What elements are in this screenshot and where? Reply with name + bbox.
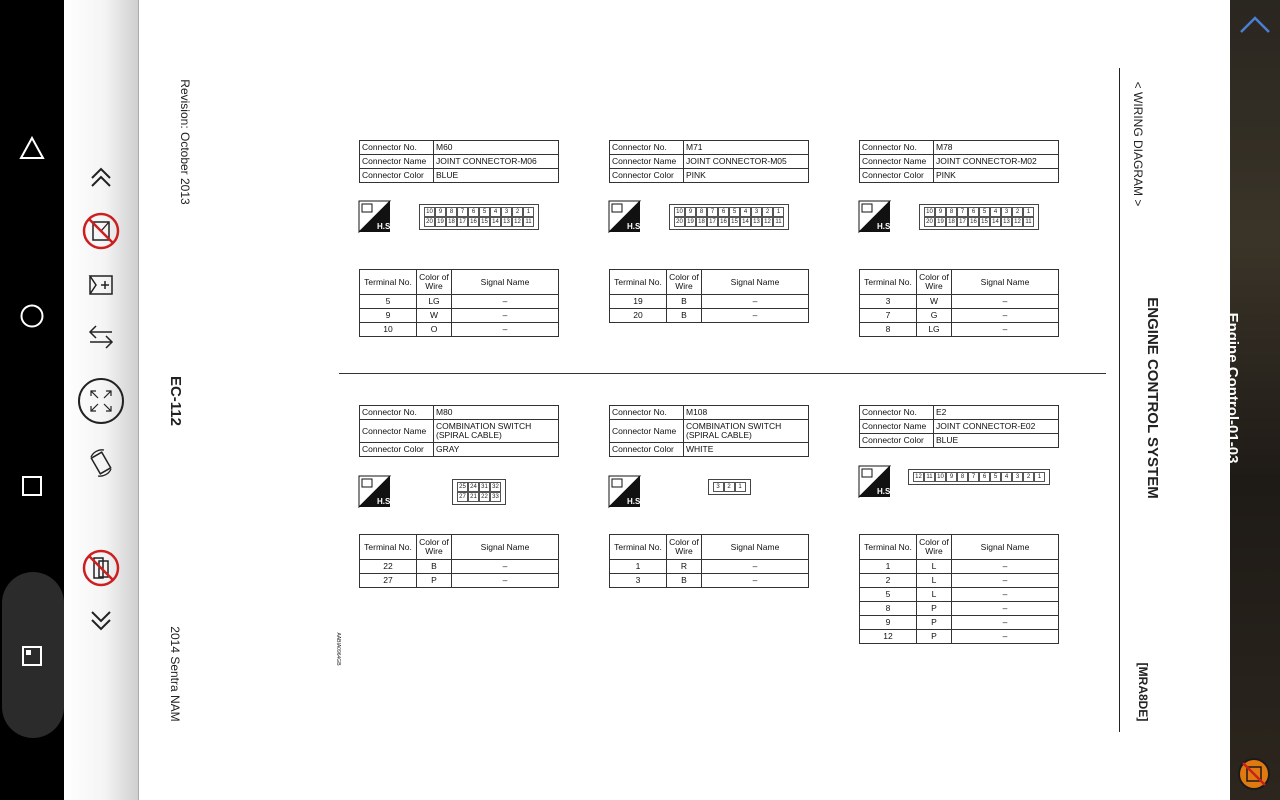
- table-cell: 20: [610, 309, 667, 323]
- terminal-table: [859, 269, 1059, 337]
- table-cell: –: [452, 309, 559, 323]
- pin-label: 6: [718, 207, 729, 217]
- connector-info-table: [609, 405, 809, 457]
- svg-text:H.S.: H.S.: [877, 487, 893, 496]
- table-row: [360, 323, 559, 337]
- pin-label: 4: [1001, 472, 1012, 482]
- pin-label: 17: [457, 217, 468, 227]
- table-cell: –: [952, 630, 1059, 644]
- pin-label: 15: [979, 217, 990, 227]
- table-row: [610, 574, 809, 588]
- table-cell: –: [952, 616, 1059, 630]
- pin-label: 3: [501, 207, 512, 217]
- table-cell: O: [417, 323, 452, 337]
- pin-label: 1: [1034, 472, 1045, 482]
- table-cell: 1: [860, 560, 917, 574]
- info-value: JOINT CONNECTOR-M05: [684, 155, 809, 169]
- pin-label: 18: [446, 217, 457, 227]
- pin-label: 3: [1001, 207, 1012, 217]
- info-value: M80: [434, 406, 559, 420]
- table-cell: R: [667, 560, 702, 574]
- table-cell: –: [702, 574, 809, 588]
- info-value: M108: [684, 406, 809, 420]
- info-value: WHITE: [684, 443, 809, 457]
- terminal-header: Signal Name: [702, 535, 809, 560]
- info-key: Connector Name: [360, 420, 434, 443]
- swap-icon[interactable]: [74, 322, 128, 352]
- pin-label: 14: [990, 217, 1001, 227]
- terminal-header: Color of Wire: [667, 270, 702, 295]
- harness-side-icon: [859, 466, 893, 497]
- pin-label: 9: [685, 207, 696, 217]
- fit-screen-icon[interactable]: [74, 376, 128, 426]
- info-key: Connector Color: [610, 443, 684, 457]
- info-key: Connector No.: [860, 141, 934, 155]
- revision-label: Revision: October 2013: [178, 79, 192, 205]
- terminal-header: Terminal No.: [360, 535, 417, 560]
- table-cell: P: [917, 602, 952, 616]
- pin-label: 4: [490, 207, 501, 217]
- pin-label: 17: [957, 217, 968, 227]
- pin-label: 9: [435, 207, 446, 217]
- pin-label: 4: [990, 207, 1001, 217]
- pin-label: 16: [968, 217, 979, 227]
- table-row: [360, 574, 559, 588]
- pin-label: 14: [490, 217, 501, 227]
- info-key: Connector Color: [860, 169, 934, 183]
- info-key: Connector Name: [860, 155, 934, 169]
- table-cell: L: [917, 588, 952, 602]
- terminal-header: Color of Wire: [417, 535, 452, 560]
- table-cell: 9: [360, 309, 417, 323]
- terminal-header: Signal Name: [702, 270, 809, 295]
- terminal-table: [359, 534, 559, 588]
- info-value: PINK: [934, 169, 1059, 183]
- svg-text:H.S.: H.S.: [377, 497, 393, 506]
- pin-label: 21: [468, 492, 479, 502]
- terminal-header: Signal Name: [452, 270, 559, 295]
- pin-label: 13: [1001, 217, 1012, 227]
- table-row: [860, 602, 1059, 616]
- table-row: [860, 295, 1059, 309]
- table-row: [860, 630, 1059, 644]
- document-page: [139, 0, 1230, 800]
- system-nav-bar: [0, 0, 64, 800]
- info-value: COMBINATION SWITCH (SPIRAL CABLE): [434, 420, 559, 443]
- pin-label: 13: [751, 217, 762, 227]
- terminal-header: Signal Name: [452, 535, 559, 560]
- table-cell: –: [952, 588, 1059, 602]
- rotate-icon[interactable]: [74, 446, 128, 480]
- table-cell: W: [917, 295, 952, 309]
- pin-label: 2: [512, 207, 523, 217]
- pin-label: 13: [501, 217, 512, 227]
- section-divider: [339, 373, 1106, 374]
- harness-side-icon: [859, 201, 893, 232]
- info-key: Connector Color: [860, 434, 934, 448]
- info-key: Connector No.: [860, 406, 934, 420]
- pin-label: 5: [990, 472, 1001, 482]
- table-cell: 5: [860, 588, 917, 602]
- info-value: E2: [934, 406, 1059, 420]
- connector-face: [908, 469, 1050, 485]
- pin-label: 8: [696, 207, 707, 217]
- pin-label: 11: [523, 217, 534, 227]
- pin-label: 2: [1023, 472, 1034, 482]
- info-value: JOINT CONNECTOR-M06: [434, 155, 559, 169]
- pin-label: 22: [479, 492, 490, 502]
- model-label: 2014 Sentra NAM: [168, 626, 182, 722]
- table-cell: L: [917, 574, 952, 588]
- pin-label: 20: [924, 217, 935, 227]
- table-cell: 27: [360, 574, 417, 588]
- terminal-header: Terminal No.: [610, 535, 667, 560]
- table-row: [860, 616, 1059, 630]
- table-cell: LG: [917, 323, 952, 337]
- pin-label: 25: [457, 482, 468, 492]
- table-cell: 2: [860, 574, 917, 588]
- table-row: [610, 560, 809, 574]
- table-cell: –: [952, 295, 1059, 309]
- pin-label: 33: [490, 492, 501, 502]
- pin-label: 6: [979, 472, 990, 482]
- connector-face: [708, 479, 751, 495]
- pin-label: 11: [773, 217, 784, 227]
- pin-label: 3: [751, 207, 762, 217]
- info-value: BLUE: [934, 434, 1059, 448]
- terminal-header: Color of Wire: [917, 535, 952, 560]
- pin-label: 6: [468, 207, 479, 217]
- svg-text:H.S.: H.S.: [377, 222, 393, 231]
- table-cell: 7: [860, 309, 917, 323]
- table-cell: P: [417, 574, 452, 588]
- terminal-table: [359, 269, 559, 337]
- back-icon[interactable]: [0, 128, 64, 168]
- pin-label: 1: [1023, 207, 1034, 217]
- figure-code: AABIA0964GB: [335, 632, 341, 666]
- window-icon[interactable]: [0, 636, 64, 676]
- info-key: Connector Color: [360, 443, 434, 457]
- pin-label: 12: [762, 217, 773, 227]
- terminal-header: Signal Name: [952, 270, 1059, 295]
- table-cell: 8: [860, 323, 917, 337]
- pin-label: 27: [457, 492, 468, 502]
- info-value: GRAY: [434, 443, 559, 457]
- pin-label: 7: [707, 207, 718, 217]
- table-cell: B: [667, 309, 702, 323]
- connector-face: [452, 479, 506, 505]
- pin-label: 5: [479, 207, 490, 217]
- pin-label: 14: [740, 217, 751, 227]
- pin-label: 4: [740, 207, 751, 217]
- pin-label: 10: [924, 207, 935, 217]
- table-cell: –: [702, 295, 809, 309]
- table-row: [360, 309, 559, 323]
- recents-icon[interactable]: [0, 466, 64, 506]
- table-cell: –: [952, 574, 1059, 588]
- table-cell: –: [702, 560, 809, 574]
- terminal-header: Color of Wire: [417, 270, 452, 295]
- table-cell: –: [952, 602, 1059, 616]
- table-cell: 10: [360, 323, 417, 337]
- connector-info-table: [609, 140, 809, 183]
- harness-side-icon: [609, 476, 643, 507]
- viewer-toolbar: [64, 0, 139, 800]
- table-row: [360, 560, 559, 574]
- home-icon[interactable]: [0, 296, 64, 336]
- info-value: JOINT CONNECTOR-E02: [934, 420, 1059, 434]
- page-number: EC-112: [167, 375, 184, 427]
- wiring-diagram-link[interactable]: < WIRING DIAGRAM >: [1131, 81, 1145, 207]
- table-cell: 1: [610, 560, 667, 574]
- pin-label: 10: [674, 207, 685, 217]
- pin-label: 24: [468, 482, 479, 492]
- table-cell: B: [667, 295, 702, 309]
- connector-face: [419, 204, 539, 230]
- header-rule: [1119, 68, 1120, 732]
- table-cell: B: [417, 560, 452, 574]
- pin-label: 10: [935, 472, 946, 482]
- table-cell: B: [667, 574, 702, 588]
- pin-label: 1: [735, 482, 746, 492]
- terminal-header: Terminal No.: [360, 270, 417, 295]
- info-key: Connector Name: [860, 420, 934, 434]
- pin-label: 19: [685, 217, 696, 227]
- harness-side-icon: [359, 201, 393, 232]
- connector-face: [919, 204, 1039, 230]
- pin-label: 31: [479, 482, 490, 492]
- pin-label: 18: [696, 217, 707, 227]
- info-value: M78: [934, 141, 1059, 155]
- pin-label: 10: [424, 207, 435, 217]
- connector-info-table: [359, 405, 559, 457]
- pin-label: 12: [1012, 217, 1023, 227]
- pin-label: 15: [729, 217, 740, 227]
- info-key: Connector Name: [360, 155, 434, 169]
- table-row: [360, 295, 559, 309]
- pin-label: 11: [924, 472, 935, 482]
- svg-text:H.S.: H.S.: [877, 222, 893, 231]
- info-value: PINK: [684, 169, 809, 183]
- flip-disabled-icon[interactable]: [74, 547, 128, 589]
- engine-code: [MRA8DE]: [1136, 662, 1150, 722]
- table-cell: 5: [360, 295, 417, 309]
- pin-label: 19: [435, 217, 446, 227]
- table-cell: –: [952, 309, 1059, 323]
- chapter-title: Engine Control-01-03: [1224, 312, 1241, 464]
- pin-label: 19: [935, 217, 946, 227]
- terminal-header: Terminal No.: [610, 270, 667, 295]
- connector-info-table: [859, 405, 1059, 448]
- pin-label: 5: [729, 207, 740, 217]
- svg-text:H.S.: H.S.: [627, 497, 643, 506]
- pin-label: 7: [968, 472, 979, 482]
- pin-label: 12: [913, 472, 924, 482]
- info-key: Connector Name: [610, 155, 684, 169]
- last-page-icon[interactable]: [74, 606, 128, 636]
- table-cell: –: [452, 560, 559, 574]
- pin-label: 12: [512, 217, 523, 227]
- pin-label: 9: [935, 207, 946, 217]
- pin-label: 18: [946, 217, 957, 227]
- pin-label: 3: [1012, 472, 1023, 482]
- table-cell: 8: [860, 602, 917, 616]
- table-cell: 3: [860, 295, 917, 309]
- pin-label: 8: [946, 207, 957, 217]
- table-cell: –: [452, 295, 559, 309]
- harness-side-icon: [609, 201, 643, 232]
- terminal-header: Color of Wire: [917, 270, 952, 295]
- info-key: Connector No.: [360, 141, 434, 155]
- pin-label: 1: [773, 207, 784, 217]
- terminal-header: Color of Wire: [667, 535, 702, 560]
- table-cell: 12: [860, 630, 917, 644]
- table-cell: –: [952, 323, 1059, 337]
- pin-label: 1: [523, 207, 534, 217]
- terminal-header: Terminal No.: [860, 270, 917, 295]
- harness-side-icon: [359, 476, 393, 507]
- table-cell: P: [917, 616, 952, 630]
- table-cell: P: [917, 630, 952, 644]
- table-cell: L: [917, 560, 952, 574]
- pin-label: 9: [946, 472, 957, 482]
- pin-label: 5: [979, 207, 990, 217]
- table-cell: 19: [610, 295, 667, 309]
- pin-label: 8: [957, 472, 968, 482]
- table-cell: –: [952, 560, 1059, 574]
- table-row: [610, 309, 809, 323]
- info-value: BLUE: [434, 169, 559, 183]
- pin-label: 2: [1012, 207, 1023, 217]
- info-value: JOINT CONNECTOR-M02: [934, 155, 1059, 169]
- info-value: M71: [684, 141, 809, 155]
- table-row: [860, 574, 1059, 588]
- pin-label: 32: [490, 482, 501, 492]
- terminal-table: [609, 269, 809, 323]
- pin-label: 20: [674, 217, 685, 227]
- pin-label: 16: [718, 217, 729, 227]
- info-key: Connector Color: [610, 169, 684, 183]
- pin-label: 6: [968, 207, 979, 217]
- info-value: COMBINATION SWITCH (SPIRAL CABLE): [684, 420, 809, 443]
- table-row: [860, 309, 1059, 323]
- table-cell: G: [917, 309, 952, 323]
- table-cell: 22: [360, 560, 417, 574]
- first-page-icon[interactable]: [74, 162, 128, 192]
- info-key: Connector No.: [610, 141, 684, 155]
- terminal-header: Signal Name: [952, 535, 1059, 560]
- svg-text:H.S.: H.S.: [627, 222, 643, 231]
- table-cell: –: [452, 323, 559, 337]
- pin-label: 16: [468, 217, 479, 227]
- terminal-table: [609, 534, 809, 588]
- table-cell: –: [702, 309, 809, 323]
- table-cell: LG: [417, 295, 452, 309]
- info-value: M60: [434, 141, 559, 155]
- table-row: [860, 560, 1059, 574]
- pin-label: 17: [707, 217, 718, 227]
- table-cell: 9: [860, 616, 917, 630]
- pin-label: 3: [713, 482, 724, 492]
- pin-label: 15: [479, 217, 490, 227]
- system-title: ENGINE CONTROL SYSTEM: [1144, 297, 1161, 499]
- pin-label: 2: [724, 482, 735, 492]
- table-row: [610, 295, 809, 309]
- table-row: [860, 588, 1059, 602]
- connector-info-table: [859, 140, 1059, 183]
- info-key: Connector Color: [360, 169, 434, 183]
- table-cell: –: [452, 574, 559, 588]
- pin-label: 7: [457, 207, 468, 217]
- table-row: [860, 323, 1059, 337]
- info-key: Connector No.: [610, 406, 684, 420]
- add-bookmark-icon[interactable]: [74, 270, 128, 300]
- pin-label: 2: [762, 207, 773, 217]
- terminal-header: Terminal No.: [860, 535, 917, 560]
- info-key: Connector Name: [610, 420, 684, 443]
- terminal-table: [859, 534, 1059, 644]
- info-key: Connector No.: [360, 406, 434, 420]
- pin-label: 20: [424, 217, 435, 227]
- connector-face: [669, 204, 789, 230]
- table-cell: W: [417, 309, 452, 323]
- pin-label: 8: [446, 207, 457, 217]
- table-cell: 3: [610, 574, 667, 588]
- pin-label: 7: [957, 207, 968, 217]
- pin-label: 11: [1023, 217, 1034, 227]
- bookmark-disabled-icon[interactable]: [74, 210, 128, 252]
- connector-info-table: [359, 140, 559, 183]
